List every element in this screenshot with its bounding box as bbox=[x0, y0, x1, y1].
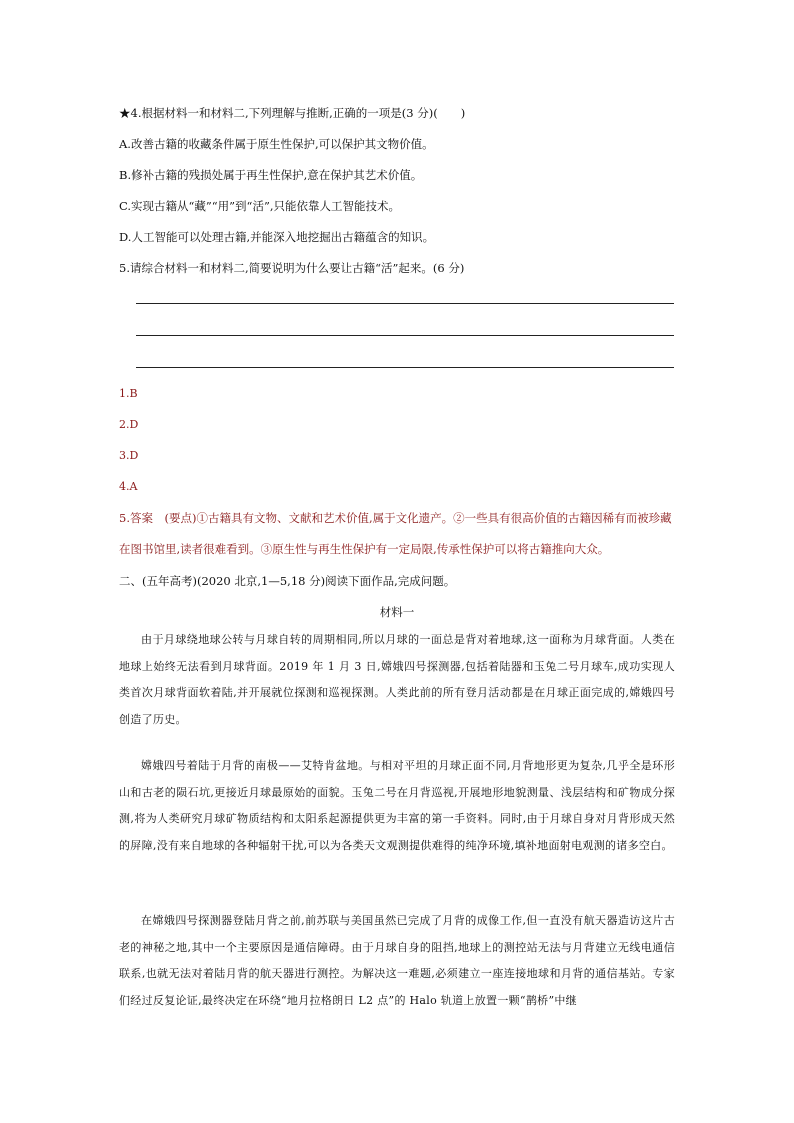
question-4-option-b: B.修补古籍的残损处属于再生性保护,意在保护其艺术价值。 bbox=[119, 168, 423, 182]
answer-line-1[interactable] bbox=[136, 303, 674, 304]
question-4-stem: ★4.根据材料一和材料二,下列理解与推断,正确的一项是(3 分)( ) bbox=[119, 106, 466, 120]
answer-line-2[interactable] bbox=[136, 335, 674, 336]
section-2-heading: 二、(五年高考)(2020 北京,1—5,18 分)阅读下面作品,完成问题。 bbox=[119, 574, 456, 588]
answer-2: 2.D bbox=[119, 418, 139, 431]
answer-4: 4.A bbox=[119, 480, 138, 493]
answer-5: 5.答案 (要点)①古籍具有文物、文献和艺术价值,属于文化遗产。②一些具有很高价值的古籍因稀有而被珍藏在图书馆里,读者很难看到。③原生性与再生性保护有一定局限,传承性保护可以将古籍推向大众。 bbox=[119, 511, 672, 556]
question-4-option-d: D.人工智能可以处理古籍,并能深入地挖掘出古籍蕴含的知识。 bbox=[119, 230, 435, 244]
answer-line-3[interactable] bbox=[136, 367, 674, 368]
question-5-stem: 5.请综合材料一和材料二,简要说明为什么要让古籍“活”起来。(6 分) bbox=[119, 261, 465, 275]
material-title: 材料一 bbox=[379, 605, 415, 619]
material-paragraph-2: 嫦娥四号着陆于月背的南极——艾特肯盆地。与相对平坦的月球正面不同,月背地形更为复杂,几乎全是环形山和古老的陨石坑,更接近月球最原始的面貌。玉兔二号在月背巡视,开展地形地貌测量、浅层结构和矿物成分探测,将为人类研究月球矿物质结构和太阳系起源提供更为丰富的第一手资料。同时,由于月球自身对月背形成天然的屏障,没有来自地球的各种辐射干扰,可以为各类天文观测提供难得的纯净环境,填补地面射电观测的诸多空白。 bbox=[119, 759, 675, 853]
material-paragraph-1: 由于月球绕地球公转与月球自转的周期相同,所以月球的一面总是背对着地球,这一面称为月球背面。人类在地球上始终无法看到月球背面。2019 年 1 月 3 日,嫦娥四号探测器,包括着陆器和玉兔二号月球车,成功实现人类首次月球背面软着陆,并开展就位探测和巡视探测。人类此前的所有登月活动都是在月球正面完成的,嫦娥四号创造了历史。 bbox=[119, 633, 675, 727]
material-paragraph-3: 在嫦娥四号探测器登陆月背之前,前苏联与美国虽然已完成了月背的成像工作,但一直没有航天器造访这片古老的神秘之地,其中一个主要原因是通信障碍。由于月球自身的阻挡,地球上的测控站无法与月背建立无线电通信联系,也就无法对着陆月背的航天器进行测控。为解决这一难题,必须建立一座连接地球和月背的通信基站。专家们经过反复论证,最终决定在环绕“地月拉格朗日 L2 点”的 Halo 轨道上放置一颗“鹊桥”中继 bbox=[119, 914, 675, 1008]
answer-3: 3.D bbox=[119, 449, 139, 462]
answer-1: 1.B bbox=[119, 387, 138, 400]
question-4-option-a: A.改善古籍的收藏条件属于原生性保护,可以保护其文物价值。 bbox=[119, 137, 434, 151]
question-4-option-c: C.实现古籍从“藏”“用”到“活”,只能依靠人工智能技术。 bbox=[119, 199, 400, 213]
